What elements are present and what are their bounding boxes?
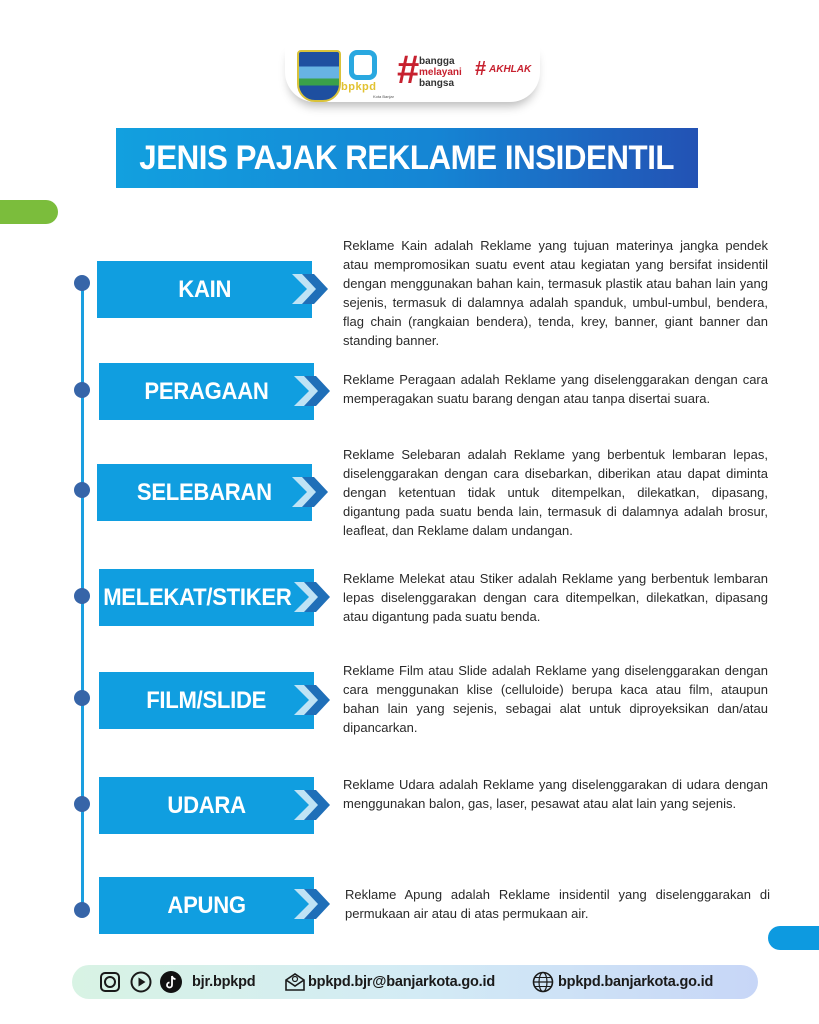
tiktok-icon [160,971,182,993]
timeline-dot [74,690,90,706]
bpkpd-b-logo [349,50,377,80]
akhlak-logo: AKHLAK [489,64,532,75]
slogan-text [419,56,462,89]
email-link[interactable]: bpkpd.bjr@banjarkota.go.id [308,974,495,990]
description-apung: Reklame Apung adalah Reklame insidentil yang diselenggarakan di permukaan air atau di atas permukaan air. [345,887,770,921]
timeline-dot [74,482,90,498]
timeline-dot [74,902,90,918]
category-label: MELEKAT/STIKER [103,583,292,611]
decorative-green-pill [0,200,58,224]
category-box-selebaran [97,464,312,521]
category-label: KAIN [178,275,231,303]
kota-banjar-emblem-logo [297,50,341,102]
akhlak-hash-logo: # [475,58,487,80]
logo-strip [285,44,540,102]
globe-icon-wrap [532,970,554,994]
double-chevron-icon [294,376,330,406]
email-icon-wrap [284,970,306,994]
double-chevron-icon [292,274,328,304]
social-handle[interactable]: bjr.bpkpd [192,974,256,990]
social-handle-wrap [192,970,255,994]
double-chevron-icon [292,477,328,507]
category-box-melekat-stiker [99,569,314,626]
tiktok-link[interactable] [160,970,182,994]
timeline-dot [74,588,90,604]
bpkpd-logo-text: bpkpd [341,81,377,93]
decorative-blue-pill [768,926,819,950]
slogan-line-2: melayani [419,67,462,78]
description-selebaran: Reklame Selebaran adalah Reklame yang berbentuk lembaran lepas, diselenggarakan dengan cara disebarkan, diberikan atau dapat diminta dengan ketentuan tidak untuk ditempelkan, dilekatkan, dipasang, digantung pada suatu benda lain, termasuk di dalamnya adalah brosur, leafleat, dan Reklame dalam undangan. [343,447,768,538]
description-kain: Reklame Kain adalah Reklame yang tujuan materinya jangka pendek atau mempromosikan suatu event atau kegiatan yang bersifat insidentil dengan menggunakan bahan kain, termasuk plastik atau bahan lain yang sejenis, termasuk di dalamnya adalah spanduk, umbul-umbul, bendera, flag chain (rangkaian bendera), tenda, krey, banner, giant banner dan standing banner. [343,238,768,348]
footer-contact-bar [72,965,758,999]
description-udara: Reklame Udara adalah Reklame yang diselenggarakan di udara dengan menggunakan balon, gas, laser, pesawat atau alat lain yang sejenis. [343,777,768,811]
category-label: SELEBARAN [137,478,272,506]
website-link-wrap [558,970,713,994]
double-chevron-icon [294,889,330,919]
category-label: APUNG [167,891,246,919]
description-melekat-stiker: Reklame Melekat atau Stiker adalah Reklame yang berbentuk lembaran lepas diselenggarakan dengan cara ditempelkan, dilekatkan, dipasang atau digantung pada suatu benda. [343,571,768,624]
category-box-apung [99,877,314,934]
instagram-icon [100,972,120,992]
description-film-slide: Reklame Film atau Slide adalah Reklame yang diselenggarakan dengan cara menggunakan klise (celluloide) berupa kaca atau film, ataupun bahan lain yang sejenis, sebagai alat untuk diproyeksikan dan/atau dipancarkan. [343,663,768,735]
timeline-dot [74,275,90,291]
category-label: UDARA [167,791,246,819]
youtube-icon [130,971,152,993]
category-box-film-slide [99,672,314,729]
double-chevron-icon [294,790,330,820]
description-peragaan: Reklame Peragaan adalah Reklame yang diselenggarakan dengan cara memperagakan suatu barang dengan atau tanpa disertai suara. [343,372,768,406]
category-box-kain [97,261,312,318]
double-chevron-icon [294,582,330,612]
instagram-link[interactable] [100,970,120,994]
website-link[interactable]: bpkpd.banjarkota.go.id [558,974,714,990]
email-icon [284,971,306,993]
bpkpd-logo-subtext: Kota Banjar [373,94,394,99]
email-link-wrap [308,970,495,994]
timeline-dot [74,796,90,812]
timeline-dot [74,382,90,398]
category-label: PERAGAAN [144,377,269,405]
title-banner [116,128,698,188]
slogan-line-3: bangsa [419,78,455,89]
category-box-peragaan [99,363,314,420]
page-title: JENIS PAJAK REKLAME INSIDENTIL [139,138,675,177]
category-label: FILM/SLIDE [146,686,267,714]
double-chevron-icon [294,685,330,715]
category-box-udara [99,777,314,834]
globe-icon [532,971,554,993]
slogan-hash-logo: # [397,48,420,92]
slogan-line-1: bangga [419,56,455,67]
youtube-link[interactable] [130,970,152,994]
